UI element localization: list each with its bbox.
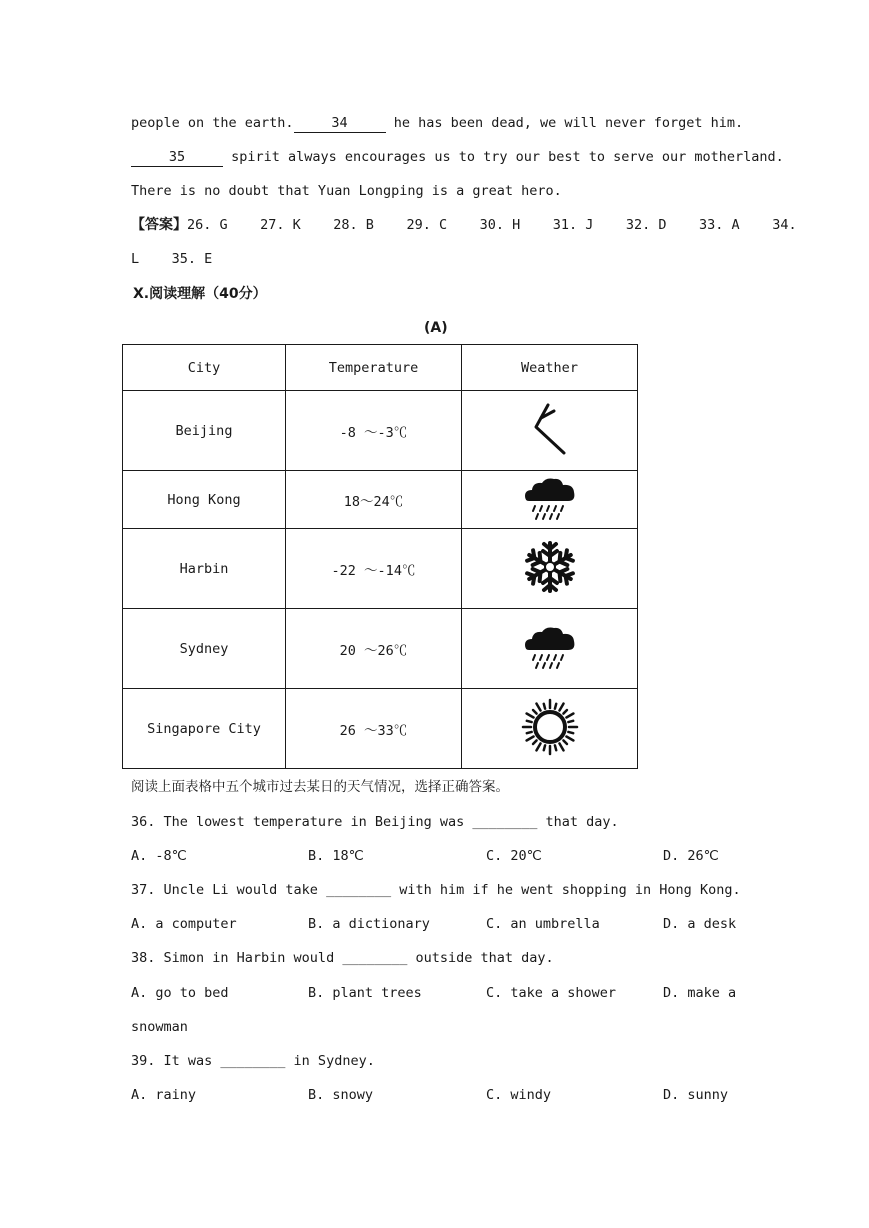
table-row [123, 689, 638, 769]
weather-cell [462, 609, 638, 689]
blank-35: 35 [131, 148, 223, 167]
rain-cloud-icon [523, 475, 577, 521]
option-37-c: C. an umbrella [486, 916, 600, 932]
option-38-d: D. make a [663, 985, 737, 1001]
option-39-a: A. rainy [131, 1087, 197, 1103]
snowflake-icon [522, 539, 578, 595]
option-36-d: D. 26℃ [663, 848, 719, 864]
instruction-text: 阅读上面表格中五个城市过去某日的天气情况，选择正确答案。 [131, 779, 509, 795]
temperature-cell: 26 ～33℃ [286, 689, 462, 769]
city-cell: Beijing [123, 391, 286, 471]
option-36-a: A. -8℃ [131, 848, 187, 864]
option-39-d: D. sunny [663, 1087, 729, 1103]
passage-text: people on the earth. [131, 115, 294, 131]
question-39: 39. It was ________ in Sydney. [131, 1053, 375, 1069]
passage-line-2 [131, 148, 784, 167]
sun-icon [521, 698, 579, 756]
city-cell: Harbin [123, 529, 286, 609]
passage-line-1 [131, 114, 743, 133]
table-row [123, 391, 638, 471]
temperature-cell: 20 ～26℃ [286, 609, 462, 689]
wind-icon [530, 403, 570, 455]
option-36-c: C. 20℃ [486, 848, 542, 864]
blank-34: 34 [294, 114, 386, 133]
passage-line-3: There is no doubt that Yuan Longping is a great hero. [131, 183, 562, 199]
question-37: 37. Uncle Li would take ________ with him if he went shopping in Hong Kong. [131, 882, 741, 898]
header-city: City [123, 345, 286, 391]
passage-text: spirit always encourages us to try our best to serve our motherland. [223, 149, 784, 165]
weather-cell [462, 529, 638, 609]
option-36-b: B. 18℃ [308, 848, 364, 864]
option-37-a: A. a computer [131, 916, 237, 932]
table-row [123, 471, 638, 529]
option-39-c: C. windy [486, 1087, 552, 1103]
temperature-cell: 18～24℃ [286, 471, 462, 529]
header-weather: Weather [462, 345, 638, 391]
weather-cell [462, 471, 638, 529]
option-37-d: D. a desk [663, 916, 737, 932]
temperature-cell: -22 ～-14℃ [286, 529, 462, 609]
passage-text: he has been dead, we will never forget him. [385, 115, 744, 131]
table-row [123, 609, 638, 689]
section-subtitle: (A) [424, 320, 448, 336]
option-38-a: A. go to bed [131, 985, 229, 1001]
weather-cell [462, 689, 638, 769]
option-38-b: B. plant trees [308, 985, 422, 1001]
rain-cloud-icon [523, 624, 577, 670]
section-title: X.阅读理解（40分） [133, 286, 267, 302]
header-temperature: Temperature [286, 345, 462, 391]
option-38-c: C. take a shower [486, 985, 617, 1001]
city-cell: Hong Kong [123, 471, 286, 529]
table-row [123, 529, 638, 609]
answer-line-2: L 35. E [131, 251, 213, 267]
weather-cell [462, 391, 638, 471]
answer-label: 【答案】 [131, 217, 187, 233]
answer-keys: 26. G 27. K 28. B 29. C 30. H 31. J 32. D 33. A 34. [187, 217, 797, 233]
question-36: 36. The lowest temperature in Beijing was ________ that day. [131, 814, 619, 830]
option-39-b: B. snowy [308, 1087, 374, 1103]
temperature-cell: -8 ～-3℃ [286, 391, 462, 471]
weather-table [122, 344, 638, 769]
table-header-row [123, 345, 638, 391]
city-cell: Singapore City [123, 689, 286, 769]
question-38: 38. Simon in Harbin would ________ outside that day. [131, 950, 554, 966]
option-37-b: B. a dictionary [308, 916, 430, 932]
option-38-d-continuation: snowman [131, 1019, 188, 1035]
answer-line-1 [131, 216, 797, 234]
city-cell: Sydney [123, 609, 286, 689]
